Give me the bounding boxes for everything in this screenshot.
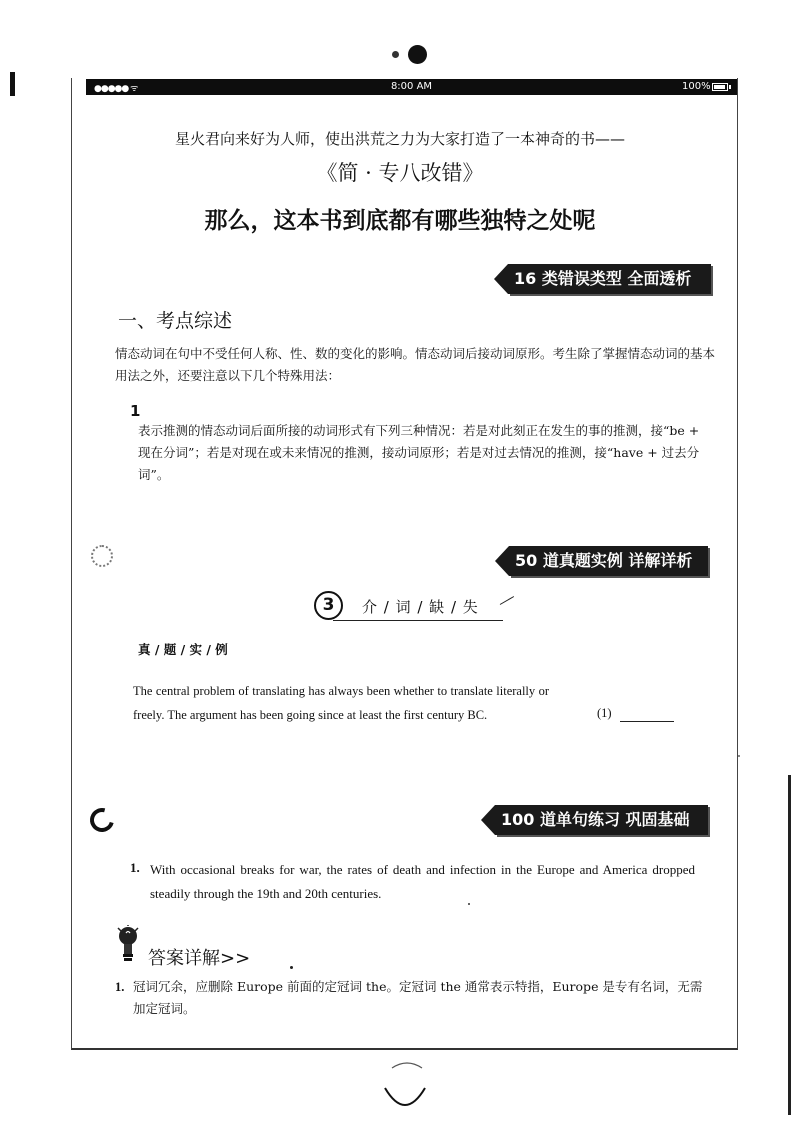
status-bar [86,79,737,95]
example-passage: The central problem of translating has always been whether to translate literally or freely. The argument has been going since at least the first century BC. [133,684,549,722]
camera-lens-dot [408,45,427,64]
status-time: 8:00 AM [390,81,433,92]
feature-banner-practice [495,805,708,835]
battery-tip-icon [729,85,731,89]
answer-explanation: 冠词冗余，应删除 Europe 前面的定冠词 the。定冠词 the 通常表示特指，Europe 是专有名词，无需加定冠词。 [133,979,703,1016]
section-paragraph: 情态动词在句中不受任何人称、性、数的变化的影响。情态动词后接动词原形。考生除了掌握情态动词的基本用法之外，还要注意以下几个特殊用法： [115,346,716,383]
answer-blank-label: (1) [597,706,612,720]
answer-blank-line [620,721,674,722]
lightbulb-icon [117,925,139,965]
signal-indicator: ●●●●● ᯤ [94,84,138,94]
intro-line: 星火君向来好为人师，使出洪荒之力为大家打造了一本神奇的书—— [174,130,625,148]
chapter-title: 介 / 词 / 缺 / 失 [362,598,479,616]
battery-percentage: 100% [682,81,711,92]
exercise-number: 1. [130,860,140,875]
banner-label: 16 类错误类型 全面透析 [514,269,692,288]
point-number: 1 [130,402,141,420]
section-heading: 一、考点综述 [118,310,233,332]
exercise-sentence: With occasional breaks for war, the rates of death and infection in the Europe and America dropped steadily through the 19th and 20th centuries. [150,862,695,901]
answer-number: 1. [115,980,125,994]
banner-label: 100 道单句练习 巩固基础 [501,810,690,829]
battery-icon [712,83,728,91]
feature-banner-real-exam [509,546,708,576]
main-heading: 那么，这本书到底都有哪些独特之处呢 [204,208,596,234]
book-title: 《简 · 专八改错》 [316,161,484,185]
home-button-top-arc [390,1060,424,1070]
scan-speck [738,755,740,757]
point-text: 表示推测的情态动词后面所接的动词形式有下列三种情况：若是对此刻正在发生的事的推测，接“be + 现在分词”；若是对现在或未来情况的推测，接动词原形；若是对过去情况的推测，接“have + 过去分词”。 [138,423,700,482]
loading-circle-icon [91,545,113,567]
example-label: 真 / 题 / 实 / 例 [138,642,228,657]
chapter-underline [333,620,503,621]
answer-heading: 答案详解>> [148,948,251,969]
chapter-number-badge: 3 [314,591,343,620]
camera-sensor-dot [392,51,399,58]
banner-label: 50 道真题实例 详解详析 [515,551,693,570]
home-button-icon[interactable] [383,1082,427,1112]
scan-edge-mark [10,72,15,96]
scan-edge-line [788,775,791,1115]
feature-banner-error-types [508,264,711,294]
